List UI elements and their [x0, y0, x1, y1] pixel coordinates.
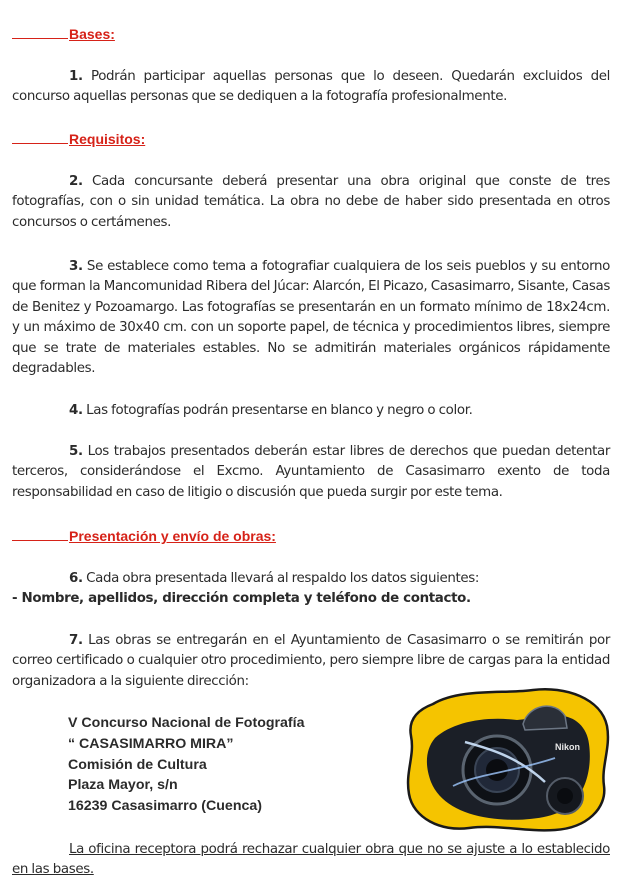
item-number: 1.: [69, 69, 83, 84]
address-line: 16239 Casasimarro (Cuenca): [68, 798, 262, 815]
item-text: Las obras se entregarán en el Ayuntamiento de Casasimarro o se remitirán por correo certificado o cualquier otro procedimiento, pero siempre libre de cargas para la entidad organizadora a la siguiente dirección:: [12, 633, 610, 689]
closing-paragraph: La oficina receptora podrá rechazar cualquier obra que no se ajuste a lo establecido en las bases.: [12, 842, 610, 878]
heading-rule: [12, 539, 68, 541]
item-text: Podrán participar aquellas personas que lo deseen. Quedarán excluidos del concurso aquellas personas que se dediquen a la fotografía profesionalmente.: [12, 69, 610, 105]
address-line: “ CASASIMARRO MIRA”: [68, 735, 234, 752]
paragraph-1: [12, 67, 610, 108]
heading-rule: [12, 37, 68, 39]
paragraph-7: [12, 631, 610, 692]
paragraph-2: [12, 172, 610, 233]
address-line: Comisión de Cultura: [68, 756, 207, 773]
item-number: 7.: [69, 633, 83, 648]
camera-logo-icon: [405, 686, 610, 834]
item-text: Se establece como tema a fotografiar cualquiera de los seis pueblos y su entorno que forman la Mancomunidad Ribera del Júcar: Alarcón, El Picazo, Casasimarro, Sisante, Casas de Benitez y Pozoamargo. Las fotografías se presentarán en un formato mínimo de 18x24cm. y un máximo de 30x40 cm. con un soporte papel, de técnica y procedimientos libres, siempre que se trate de materiales estables. No se admitirán materiales orgánicos rápidamente degradables.: [12, 259, 610, 377]
paragraph-4: [12, 401, 610, 421]
section-heading-presentacion: Presentación y envío de obras:: [12, 527, 412, 545]
section-heading-bases: Bases:: [12, 25, 412, 43]
camera-brand-label: Nikon: [555, 742, 581, 752]
item-number: 3.: [69, 259, 83, 274]
contact-requirement: - Nombre, apellidos, dirección completa y teléfono de contacto.: [12, 591, 471, 606]
item-number: 5.: [69, 444, 83, 459]
item-text: Cada obra presentada llevará al respaldo los datos siguientes:: [82, 571, 480, 586]
paragraph-6: [12, 569, 610, 589]
item-number: 2.: [69, 174, 83, 189]
item-text: Las fotografías podrán presentarse en blanco y negro o color.: [82, 403, 473, 418]
address-line: V Concurso Nacional de Fotografía: [68, 715, 305, 731]
item-number: 6.: [69, 571, 83, 586]
item-text: Cada concursante deberá presentar una obra original que conste de tres fotografías, con o sin unidad temática. La obra no debe de haber sido presentada en otros concursos o certámenes.: [12, 174, 610, 230]
item-text: Los trabajos presentados deberán estar libres de derechos que puedan detentar terceros, considerándose el Excmo. Ayuntamiento de Casasimarro exento de toda responsabilidad en caso de litigio o discusión que pueda surgir por este tema.: [12, 444, 610, 500]
postal-address: [68, 713, 398, 817]
item-number: 4.: [69, 403, 83, 418]
paragraph-5: [12, 442, 610, 503]
paragraph-3: [12, 257, 610, 379]
address-line: Plaza Mayor, s/n: [68, 777, 178, 794]
heading-rule: [12, 142, 68, 144]
section-heading-requisitos: Requisitos:: [12, 130, 412, 148]
